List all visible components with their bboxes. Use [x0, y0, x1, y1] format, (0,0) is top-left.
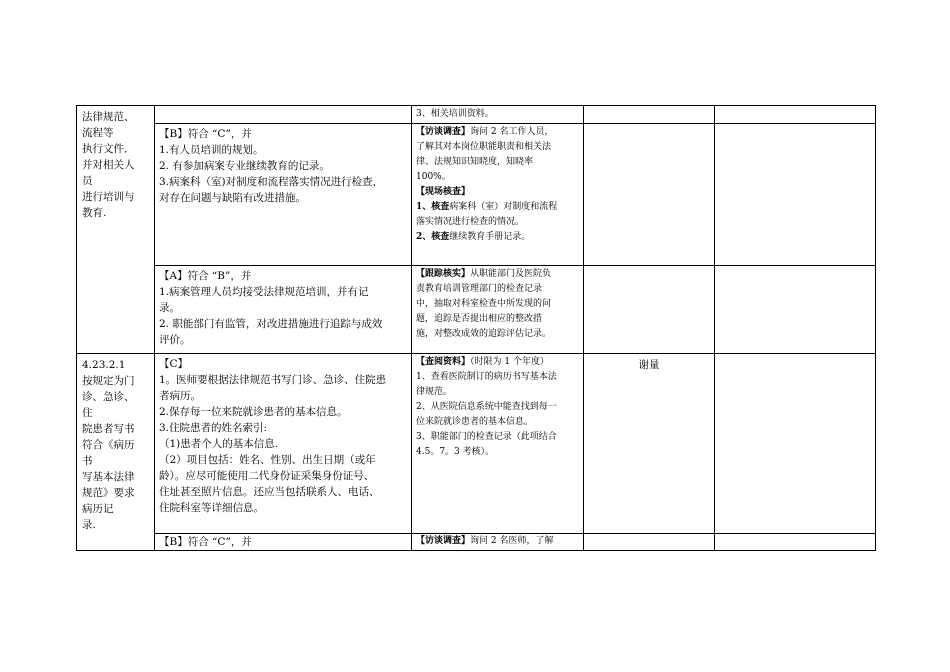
result-cell: [584, 106, 715, 124]
method-text: 【访谈调查】询问 2 名医师，了解: [416, 536, 554, 546]
result-cell: [584, 124, 715, 266]
method-cell: [412, 266, 584, 354]
remark-cell: [715, 266, 876, 354]
remark-cell: [715, 106, 876, 124]
method-text: 【查阅资料】（时限为 1 个年度） 1、查看医院制订的病历书写基本法 律规范。 2、从医院信息系统中能查找到每一 位来院就诊患者的基本信息。 3、职能部门的检查记录（此项结合 4.5。7。3 考核）。: [416, 357, 557, 457]
table-row: [77, 124, 876, 266]
method-cell: [412, 354, 584, 534]
remark-cell: [715, 534, 876, 551]
result-cell: [584, 354, 715, 534]
method-text: 【跟踪核实】从职能部门及医院负 责教育培训管理部门的检查记录 中，抽取对科室检查中所发现的问 题，追踪是否提出相应的整改措 施，对整改成效的追踪评估记录。: [416, 269, 552, 339]
level-a-text: 【A】符合 “B”，并 1.病案管理人员均接受法律规范培训，并有记 录。 2. 职能部门有监管，对改进措施进行追踪与成效 评价。: [159, 270, 383, 346]
criterion-cell: [77, 106, 155, 354]
method-cell: [412, 106, 584, 124]
remark-cell: [715, 354, 876, 534]
method-cell: [412, 534, 584, 551]
level-cell: [155, 106, 412, 124]
result-cell: [584, 534, 715, 551]
level-a-cell: [155, 266, 412, 354]
level-b-cell: [155, 534, 412, 551]
result-cell: [584, 266, 715, 354]
criterion-text: 法律规范、 流程等 执行文件． 并对相关人 员 进行培训与 教育.: [82, 111, 135, 219]
level-c-cell: [155, 354, 412, 534]
criterion-cell: [77, 354, 155, 551]
method-text: 【访谈调查】询问 2 名工作人员， 了解其对本岗位职能职责和相关法 律、法规知识知晓度，知晓率 100%。 【现场核查】 1、核查病案科（室）对制度和流程 落实情况进行检查的情况。 2、核查继续教育手册记录。: [416, 127, 558, 242]
table-row: [77, 534, 876, 551]
level-c-text: 【C】 1。医师要根据法律规范书写门诊、急诊、住院患 者病历。 2.保存每一位来院就诊患者的基本信息。 3.住院患者的姓名索引: （1)患者个人的基本信息. （2）项目包括：姓名、性别、出生日期（或年 龄）。应尽可能使用二代身份证采集身份证号、 住址甚至照片信息。还应当包括联系人、电话、 住院科室等详细信息。: [159, 358, 387, 514]
standards-table: [76, 105, 876, 551]
result-note: 谢量: [638, 359, 660, 371]
method-cell: [412, 124, 584, 266]
level-b-cell: [155, 124, 412, 266]
table-row: [77, 266, 876, 354]
table-row: [77, 354, 876, 534]
level-b-text: 【B】符合 “C”，并: [159, 536, 252, 548]
level-b-text: 【B】符合 “C”，并 1.有人员培训的规划。 2. 有参加病案专业继续教育的记录。 3.病案科（室)对制度和流程落实情况进行检查， 对存在问题与缺陷有改进措施。: [159, 128, 384, 204]
criterion-text: 4.23.2.1 按规定为门 诊、急诊、 住 院患者写书 符合《病历 书 写基本法律 规范》要求 病历记 录.: [82, 359, 135, 531]
table-row: [77, 106, 876, 124]
remark-cell: [715, 124, 876, 266]
method-text: 3、相关培训资料。: [416, 109, 494, 119]
